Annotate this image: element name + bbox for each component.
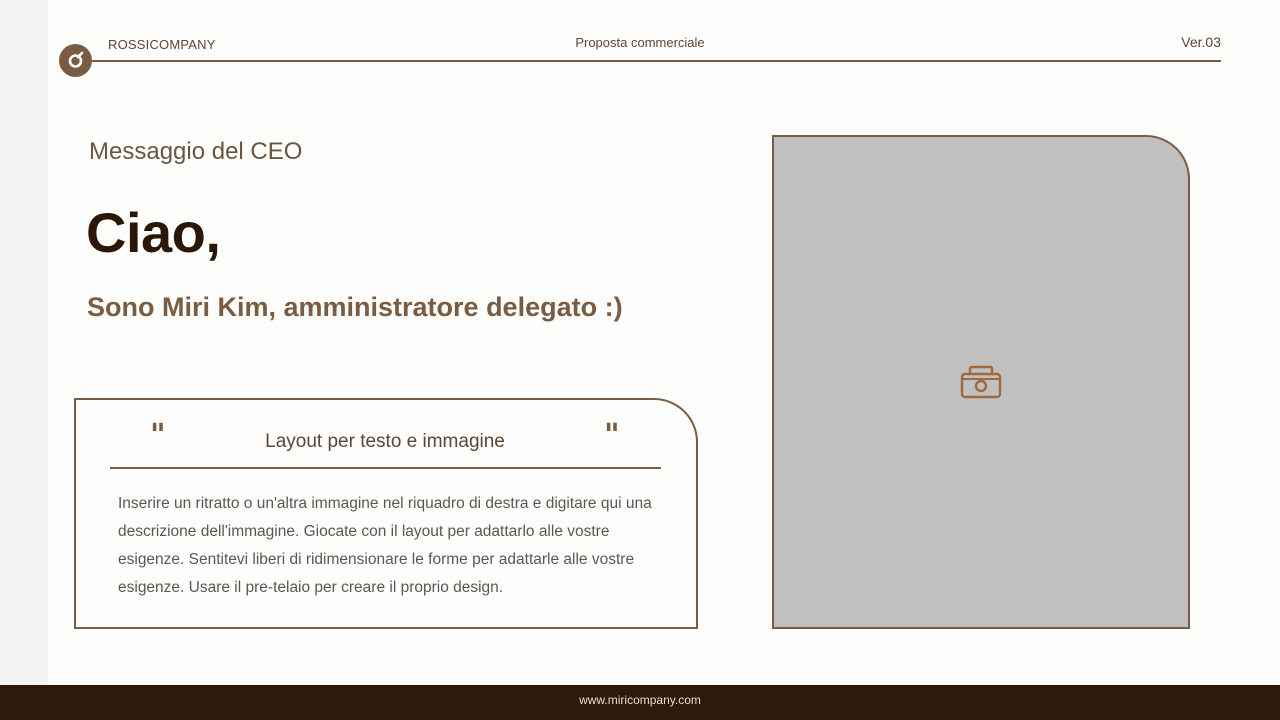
logo-icon: [59, 44, 92, 77]
open-quote-mark: ": [150, 418, 166, 453]
quote-divider: [110, 467, 661, 469]
section-label: Messaggio del CEO: [89, 138, 303, 165]
intro-subheading: Sono Miri Kim, amministratore delegato :): [87, 292, 623, 322]
document-title: Proposta commerciale: [575, 35, 705, 50]
footer-url[interactable]: www.miricompany.com: [579, 693, 701, 707]
version-label: Ver.03: [1181, 34, 1221, 50]
greeting-heading: Ciao,: [86, 201, 221, 264]
close-quote-mark: ": [604, 418, 620, 453]
quote-title: Layout per testo e immagine: [265, 431, 505, 452]
camera-icon[interactable]: [960, 365, 1002, 404]
quote-body: Inserire un ritratto o un'altra immagine nel riquadro di destra e digitare qui una descrizione dell'immagine. Giocate con il layout per adattarlo alle vostre esigenze. Sentitevi liberi di ridimensionare le forme per adattarle alle vostre esigenze. Usare il pre-telaio per creare il proprio design.: [118, 495, 652, 596]
brand-name: ROSSICOMPANY: [108, 37, 216, 52]
header-divider: [92, 60, 1221, 62]
